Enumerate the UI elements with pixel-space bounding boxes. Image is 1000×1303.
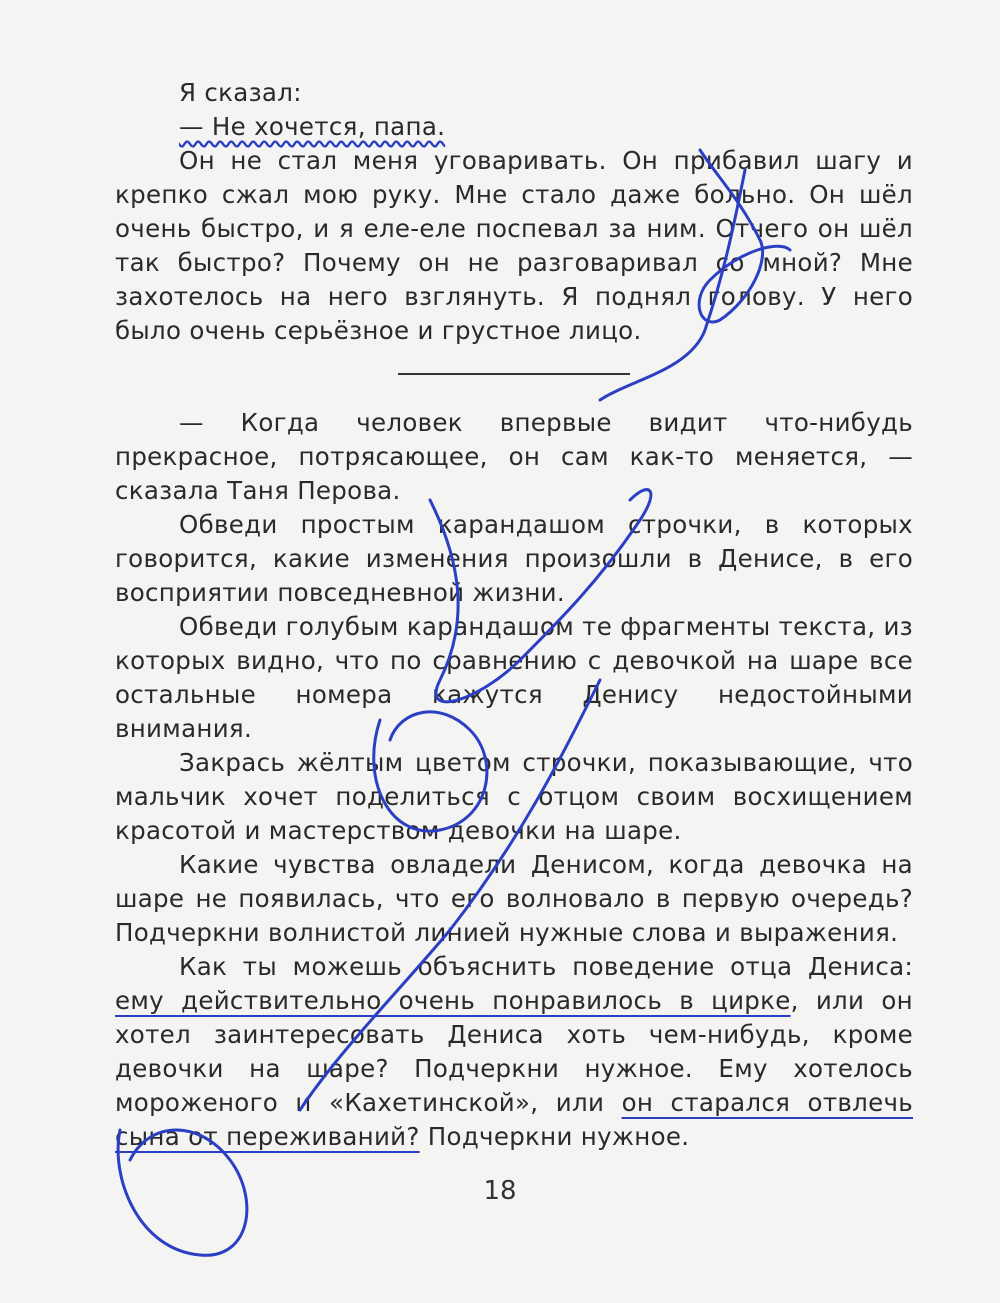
story-paragraph: Он не стал меня уговаривать. Он прибавил шагу и крепко сжал мою руку. Мне стало даже больно. Он шёл очень быстро, и я еле-еле поспевал за ним. Отчего он шёл так быстро? Почему он не разговаривал со мной? Мне захотелось на него взглянуть. Я поднял голову. У него было очень серьёзное и грустное лицо. [115,146,913,345]
task-5-middle: , или он хотел заинтересовать Дениса хоть чем-нибудь, кроме девочки на шаре? Подчеркни нужное. Ему хотелось мороженого и «Кахетинской», или [115,986,913,1117]
task-5-start: Как ты можешь объяснить поведение отца Дениса: [179,952,913,981]
task-2: Обведи голубым карандашом те фрагменты текста, из которых видно, что по сравнению с девочкой на шаре все остальные номера кажутся Денису недостойными внимания. [115,612,913,743]
task-5-underlined-2: он старался отвлечь сына от переживаний? [115,1088,913,1151]
story-line-1: Я сказал: [179,78,302,107]
story-line-2 [115,110,913,144]
quote-paragraph: — Когда человек впервые видит что-нибудь прекрасное, потрясающее, он сам как-то меняется, — сказала Таня Перова. [115,408,913,505]
task-3: Закрась жёлтым цветом строчки, показывающие, что мальчик хочет поделиться с отцом своим восхищением красотой и мастерством девочки на шаре. [115,748,913,845]
tasks-section [115,406,913,1154]
story-excerpt [115,76,913,348]
task-5-underlined-1: ему действительно очень понравилось в цирке [115,986,791,1015]
task-4: Какие чувства овладели Денисом, когда девочка на шаре не появилась, что его волновало в первую очередь? Подчеркни волнистой линией нужные слова и выражения. [115,850,913,947]
task-5-end: Подчеркни нужное. [419,1122,690,1151]
task-5 [115,950,913,1154]
task-1: Обведи простым карандашом строчки, в которых говорится, какие изменения произошли в Денисе, в его восприятии повседневной жизни. [115,510,913,607]
separator-line [398,373,630,375]
page-number: 18 [483,1176,517,1206]
story-line-2-underlined: — Не хочется, папа. [179,112,446,141]
